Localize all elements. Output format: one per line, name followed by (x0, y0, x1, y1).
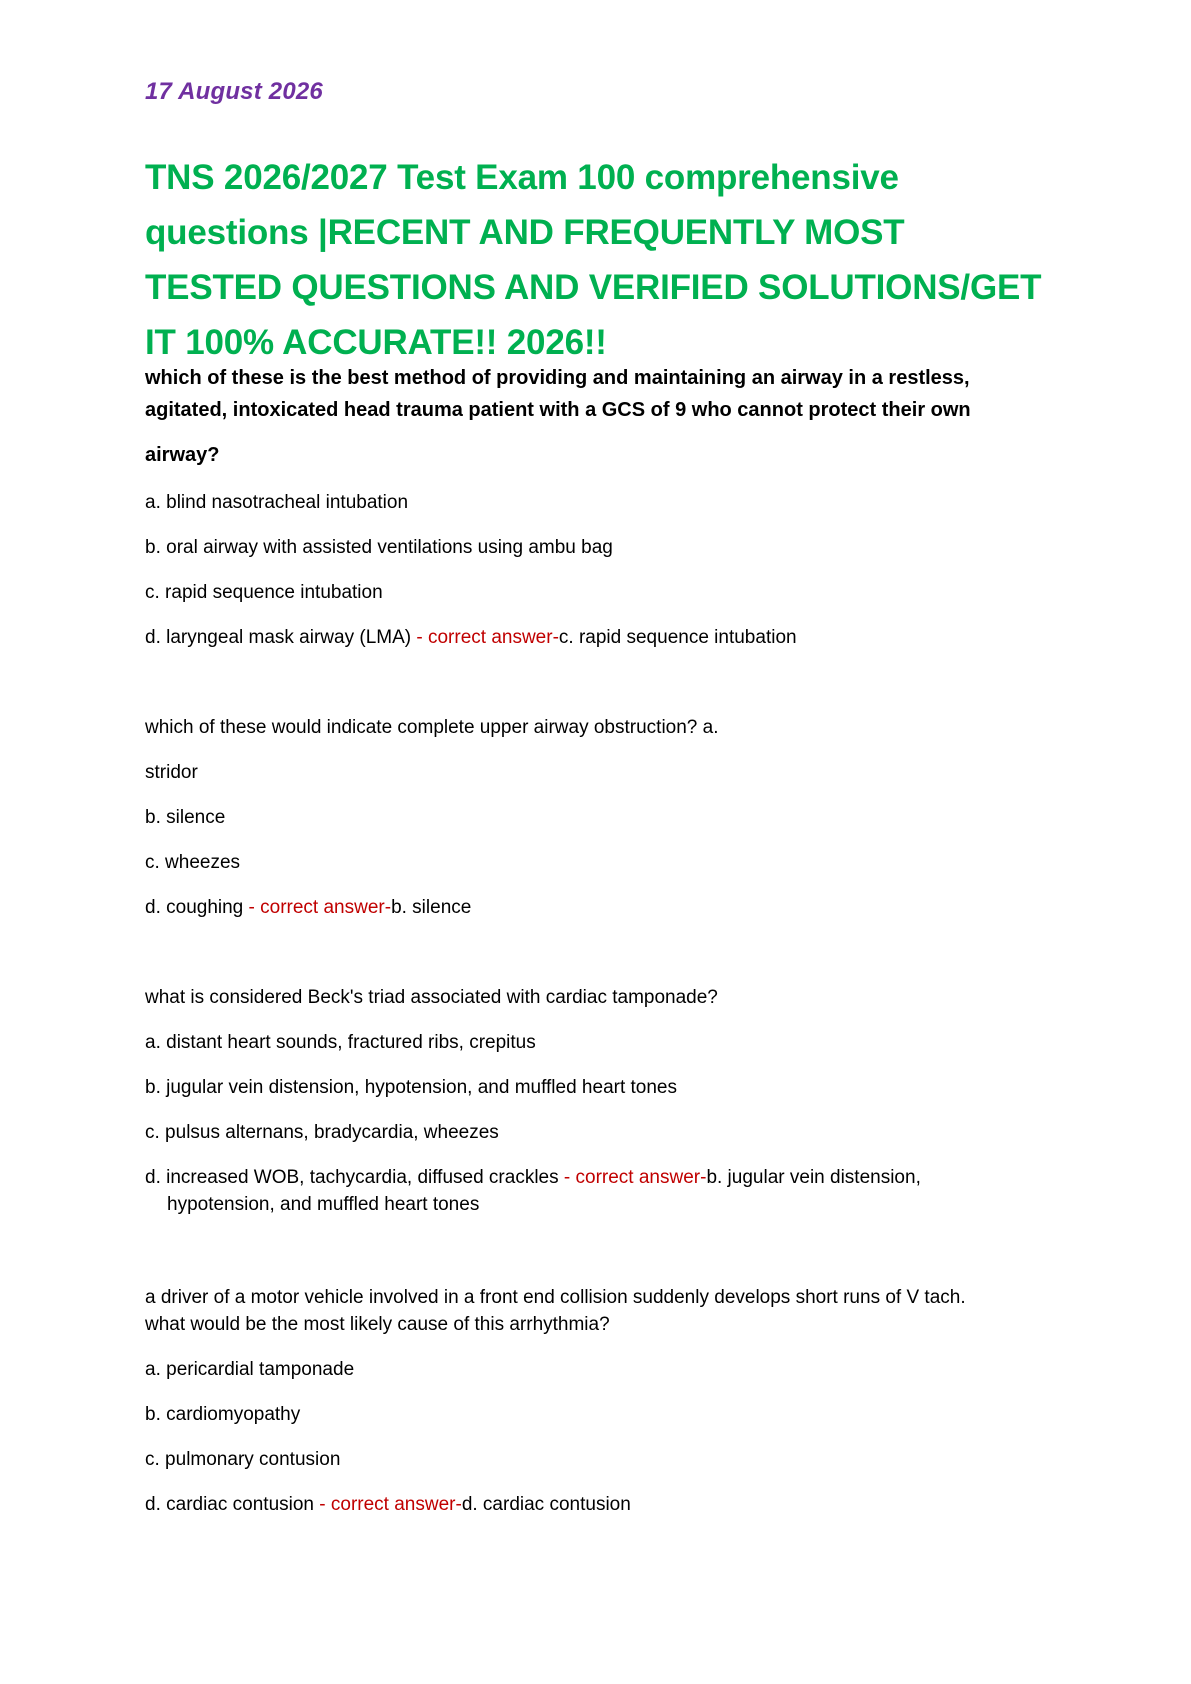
document-date: 17 August 2026 (145, 78, 323, 105)
question-3-option-a: a. distant heart sounds, fractured ribs, crepitus (145, 1032, 536, 1053)
question-3-option-c: c. pulsus alternans, bradycardia, wheezes (145, 1122, 499, 1143)
question-1-option-a: a. blind nasotracheal intubation (145, 492, 409, 513)
question-3-option-b: b. jugular vein distension, hypotension, and muffled heart tones (145, 1077, 677, 1098)
question-4-option-b: b. cardiomyopathy (145, 1404, 301, 1425)
question-4-answer-marker: - correct answer- (314, 1494, 462, 1515)
question-4-option-d: d. cardiac contusion (145, 1494, 314, 1515)
question-1-answer-marker: - correct answer- (411, 627, 559, 648)
question-4-text-line-2: what would be the most likely cause of this arrhythmia? (145, 1314, 610, 1335)
question-1-text-line-3: airway? (145, 444, 220, 466)
question-1-option-b: b. oral airway with assisted ventilations using ambu bag (145, 537, 613, 558)
question-3-option-d-row (145, 1164, 921, 1192)
question-2-option-b: b. silence (145, 807, 226, 828)
question-3-answer-marker: - correct answer- (558, 1167, 707, 1188)
question-2-text-line-1: which of these would indicate complete upper airway obstruction? a. (145, 717, 719, 738)
question-2-option-c: c. wheezes (145, 852, 241, 873)
question-4-text-line-1: a driver of a motor vehicle involved in a front end collision suddenly develops short runs of V tach. (145, 1287, 966, 1308)
question-1-option-d-row (145, 624, 797, 652)
question-4-option-c: c. pulmonary contusion (145, 1449, 341, 1470)
question-1-option-c: c. rapid sequence intubation (145, 582, 383, 603)
question-2-text-line-2: stridor (145, 762, 198, 783)
question-3-text: what is considered Beck's triad associated with cardiac tamponade? (145, 987, 718, 1008)
question-2-answer-marker: - correct answer- (243, 897, 392, 918)
document-title: TNS 2026/2027 Test Exam 100 comprehensive questions |RECENT AND FREQUENTLY MOST TESTED QUESTIONS AND VERIFIED SOLUTIONS/GET IT 100% ACCURATE!! 2026!! (145, 158, 1042, 362)
question-1-option-d: d. laryngeal mask airway (LMA) (145, 627, 412, 648)
question-4-option-d-row (145, 1491, 631, 1519)
question-3-answer-line-1: b. jugular vein distension, (706, 1167, 921, 1188)
question-2-answer: b. silence (391, 897, 472, 918)
question-1-text-line-1: which of these is the best method of providing and maintaining an airway in a restless, (145, 367, 970, 389)
question-2-option-d: d. coughing (145, 897, 244, 918)
question-2-option-d-row (145, 894, 471, 922)
question-4-answer: d. cardiac contusion (461, 1494, 631, 1515)
question-1-answer: c. rapid sequence intubation (558, 627, 797, 648)
question-3-answer-line-2: hypotension, and muffled heart tones (167, 1194, 480, 1215)
question-4-option-a: a. pericardial tamponade (145, 1359, 355, 1380)
question-3-option-d: d. increased WOB, tachycardia, diffused crackles (145, 1167, 559, 1188)
question-1-text-line-2: agitated, intoxicated head trauma patient with a GCS of 9 who cannot protect their own (145, 399, 971, 421)
